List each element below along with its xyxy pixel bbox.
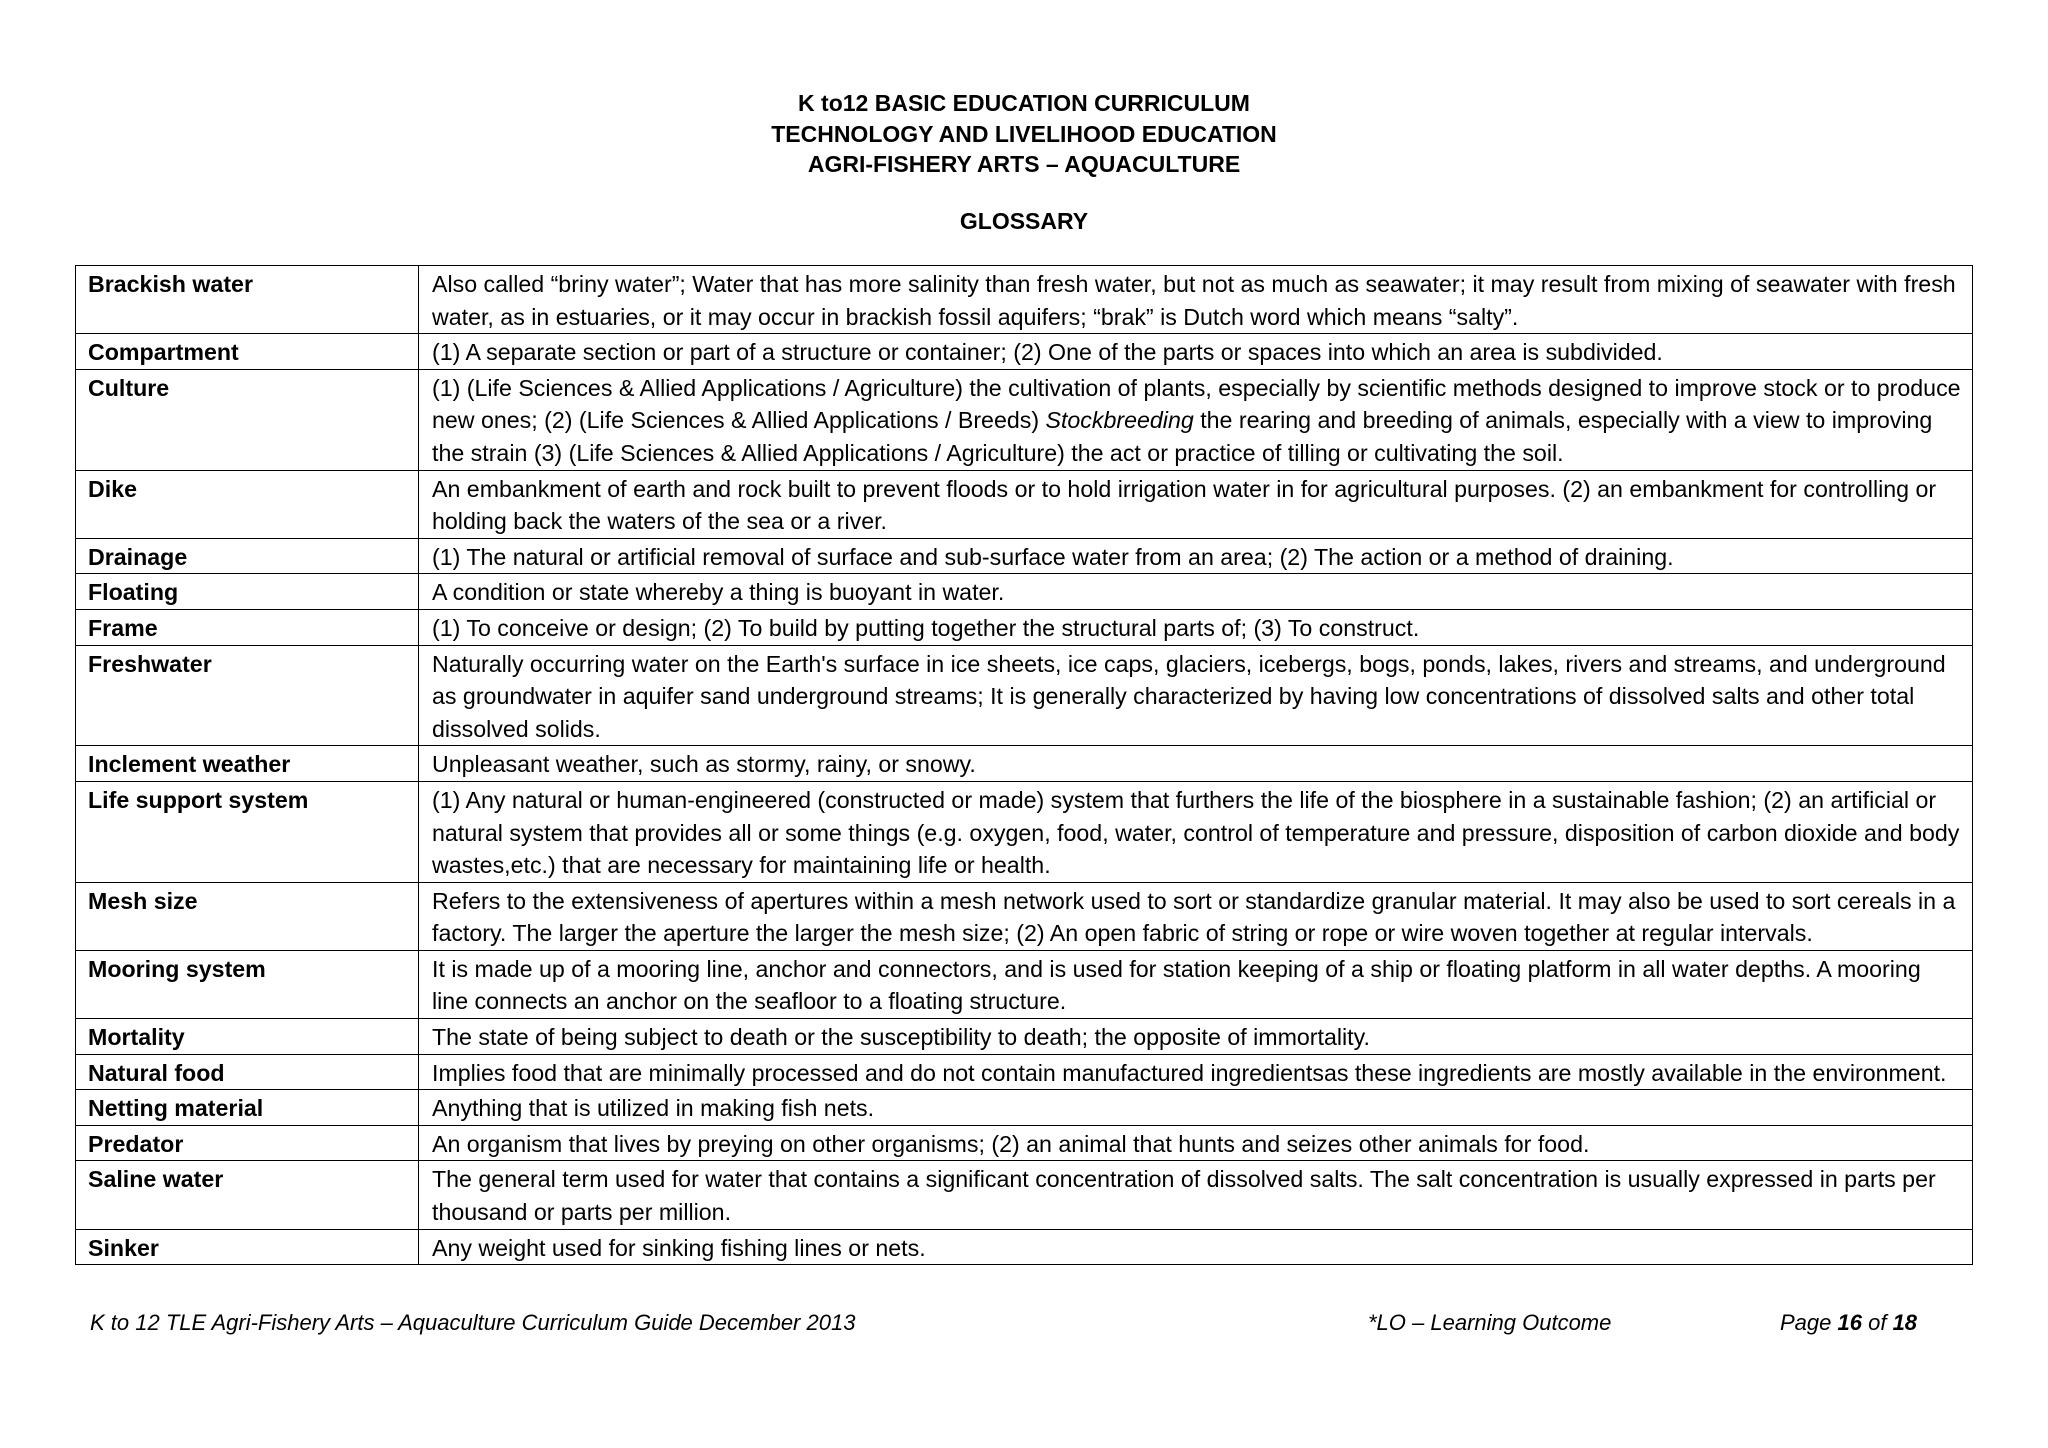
glossary-definition: Implies food that are minimally processed and do not contain manufactured ingredientsas these ingredients are mostly available in the environment. bbox=[419, 1054, 1973, 1090]
table-row bbox=[76, 1125, 1973, 1161]
glossary-term: Sinker bbox=[76, 1229, 419, 1265]
table-row bbox=[76, 369, 1973, 470]
table-row bbox=[76, 950, 1973, 1018]
table-row bbox=[76, 1054, 1973, 1090]
definition-emphasis: Stockbreeding bbox=[1045, 407, 1194, 434]
table-row bbox=[76, 1019, 1973, 1055]
glossary-term: Saline water bbox=[76, 1161, 419, 1229]
glossary-term: Brackish water bbox=[76, 266, 419, 334]
table-row bbox=[76, 1229, 1973, 1265]
glossary-definition bbox=[419, 369, 1973, 470]
header-line-1: K to12 BASIC EDUCATION CURRICULUM bbox=[798, 90, 1250, 116]
page-current: 16 bbox=[1837, 1310, 1862, 1335]
table-row bbox=[76, 538, 1973, 574]
glossary-term: Freshwater bbox=[76, 645, 419, 746]
header-line-2: TECHNOLOGY AND LIVELIHOOD EDUCATION bbox=[771, 120, 1277, 147]
table-row bbox=[76, 609, 1973, 645]
header-line-3: AGRI-FISHERY ARTS – AQUACULTURE bbox=[807, 151, 1241, 177]
table-row bbox=[76, 334, 1973, 370]
glossary-definition: The state of being subject to death or the susceptibility to death; the opposite of immortality. bbox=[419, 1019, 1973, 1055]
footer-guide-title: K to 12 TLE Agri-Fishery Arts – Aquaculture Curriculum Guide December 2013 bbox=[90, 1310, 856, 1335]
glossary-term: Mortality bbox=[76, 1019, 419, 1055]
glossary-definition: Naturally occurring water on the Earth's surface in ice sheets, ice caps, glaciers, icebergs, bogs, ponds, lakes, rivers and streams, and underground as groundwater in aquifer sand underground streams; It is generally characterized by having low concentrations of dissolved salts and other total dissolved solids. bbox=[419, 645, 1973, 746]
glossary-term: Life support system bbox=[76, 781, 419, 882]
page-total: 18 bbox=[1892, 1310, 1918, 1335]
glossary-definition: It is made up of a mooring line, anchor and connectors, and is used for station keeping of a ship or floating platform in all water depths. A mooring line connects an anchor on the seafloor to a floating structure. bbox=[419, 950, 1973, 1018]
table-row bbox=[76, 1161, 1973, 1229]
glossary-definition: (1) Any natural or human-engineered (constructed or made) system that furthers the life of the biosphere in a sustainable fashion; (2) an artificial or natural system that provides all or some things (e.g. oxygen, food, water, control of temperature and pressure, disposition of carbon dioxide and body wastes,etc.) that are necessary for maintaining life or health. bbox=[419, 781, 1973, 882]
table-row bbox=[76, 746, 1973, 782]
table-row bbox=[76, 470, 1973, 538]
document-header bbox=[0, 88, 2048, 180]
glossary-definition: The general term used for water that contains a significant concentration of dissolved salts. The salt concentration is usually expressed in parts per thousand or parts per million. bbox=[419, 1161, 1973, 1229]
glossary-term: Compartment bbox=[76, 334, 419, 370]
footer-lo-note: *LO – Learning Outcome bbox=[1368, 1310, 1612, 1335]
page-of: of bbox=[1861, 1310, 1893, 1335]
glossary-definition: An organism that lives by preying on other organisms; (2) an animal that hunts and seizes other animals for food. bbox=[419, 1125, 1973, 1161]
table-row bbox=[76, 781, 1973, 882]
glossary-definition: An embankment of earth and rock built to prevent floods or to hold irrigation water in for agricultural purposes. (2) an embankment for controlling or holding back the waters of the sea or a river. bbox=[419, 470, 1973, 538]
glossary-term: Drainage bbox=[76, 538, 419, 574]
glossary-term: Frame bbox=[76, 609, 419, 645]
glossary-term: Natural food bbox=[76, 1054, 419, 1090]
footer-page-number bbox=[1780, 1308, 1917, 1338]
glossary-term: Mooring system bbox=[76, 950, 419, 1018]
glossary-term: Floating bbox=[76, 574, 419, 610]
glossary-term: Netting material bbox=[76, 1090, 419, 1126]
glossary-term: Predator bbox=[76, 1125, 419, 1161]
glossary-definition: (1) A separate section or part of a structure or container; (2) One of the parts or spaces into which an area is subdivided. bbox=[419, 334, 1973, 370]
glossary-term: Dike bbox=[76, 470, 419, 538]
glossary-term: Mesh size bbox=[76, 882, 419, 950]
table-row bbox=[76, 1090, 1973, 1126]
glossary-definition: Also called “briny water”; Water that has more salinity than fresh water, but not as much as seawater; it may result from mixing of seawater with fresh water, as in estuaries, or it may occur in brackish fossil aquifers; “brak” is Dutch word which means “salty”. bbox=[419, 266, 1973, 334]
table-row bbox=[76, 266, 1973, 334]
definition-part: (1) (Life Sciences & Allied Applications / Agriculture) the cultivation of plants, especially by scientific methods designed to improve stock or to produce new ones; (2) (Life Sciences & Allied Applications / Breeds) bbox=[432, 374, 1961, 434]
glossary-definition: A condition or state whereby a thing is buoyant in water. bbox=[419, 574, 1973, 610]
glossary-definition: (1) To conceive or design; (2) To build by putting together the structural parts of; (3) To construct. bbox=[419, 609, 1973, 645]
page-prefix: Page bbox=[1780, 1310, 1838, 1335]
glossary-definition: Anything that is utilized in making fish nets. bbox=[419, 1090, 1973, 1126]
table-row bbox=[76, 645, 1973, 746]
glossary-definition: Unpleasant weather, such as stormy, rainy, or snowy. bbox=[419, 746, 1973, 782]
table-row bbox=[76, 882, 1973, 950]
glossary-title: GLOSSARY bbox=[959, 208, 1089, 234]
glossary-definition: (1) The natural or artificial removal of surface and sub-surface water from an area; (2) The action or a method of draining. bbox=[419, 538, 1973, 574]
glossary-term: Culture bbox=[76, 369, 419, 470]
glossary-definition: Any weight used for sinking fishing lines or nets. bbox=[419, 1229, 1973, 1265]
definition-part: the rearing and breeding of animals, especially with a view to improving the strain (3) (Life Sciences & Allied Applications / Agriculture) the act or practice of tilling or cultivating the soil. bbox=[432, 407, 1933, 466]
glossary-definition: Refers to the extensiveness of apertures within a mesh network used to sort or standardize granular material. It may also be used to sort cereals in a factory. The larger the aperture the larger the mesh size; (2) An open fabric of string or rope or wire woven together at regular intervals. bbox=[419, 882, 1973, 950]
glossary-table bbox=[75, 265, 1973, 1265]
table-row bbox=[76, 574, 1973, 610]
glossary-term: Inclement weather bbox=[76, 746, 419, 782]
